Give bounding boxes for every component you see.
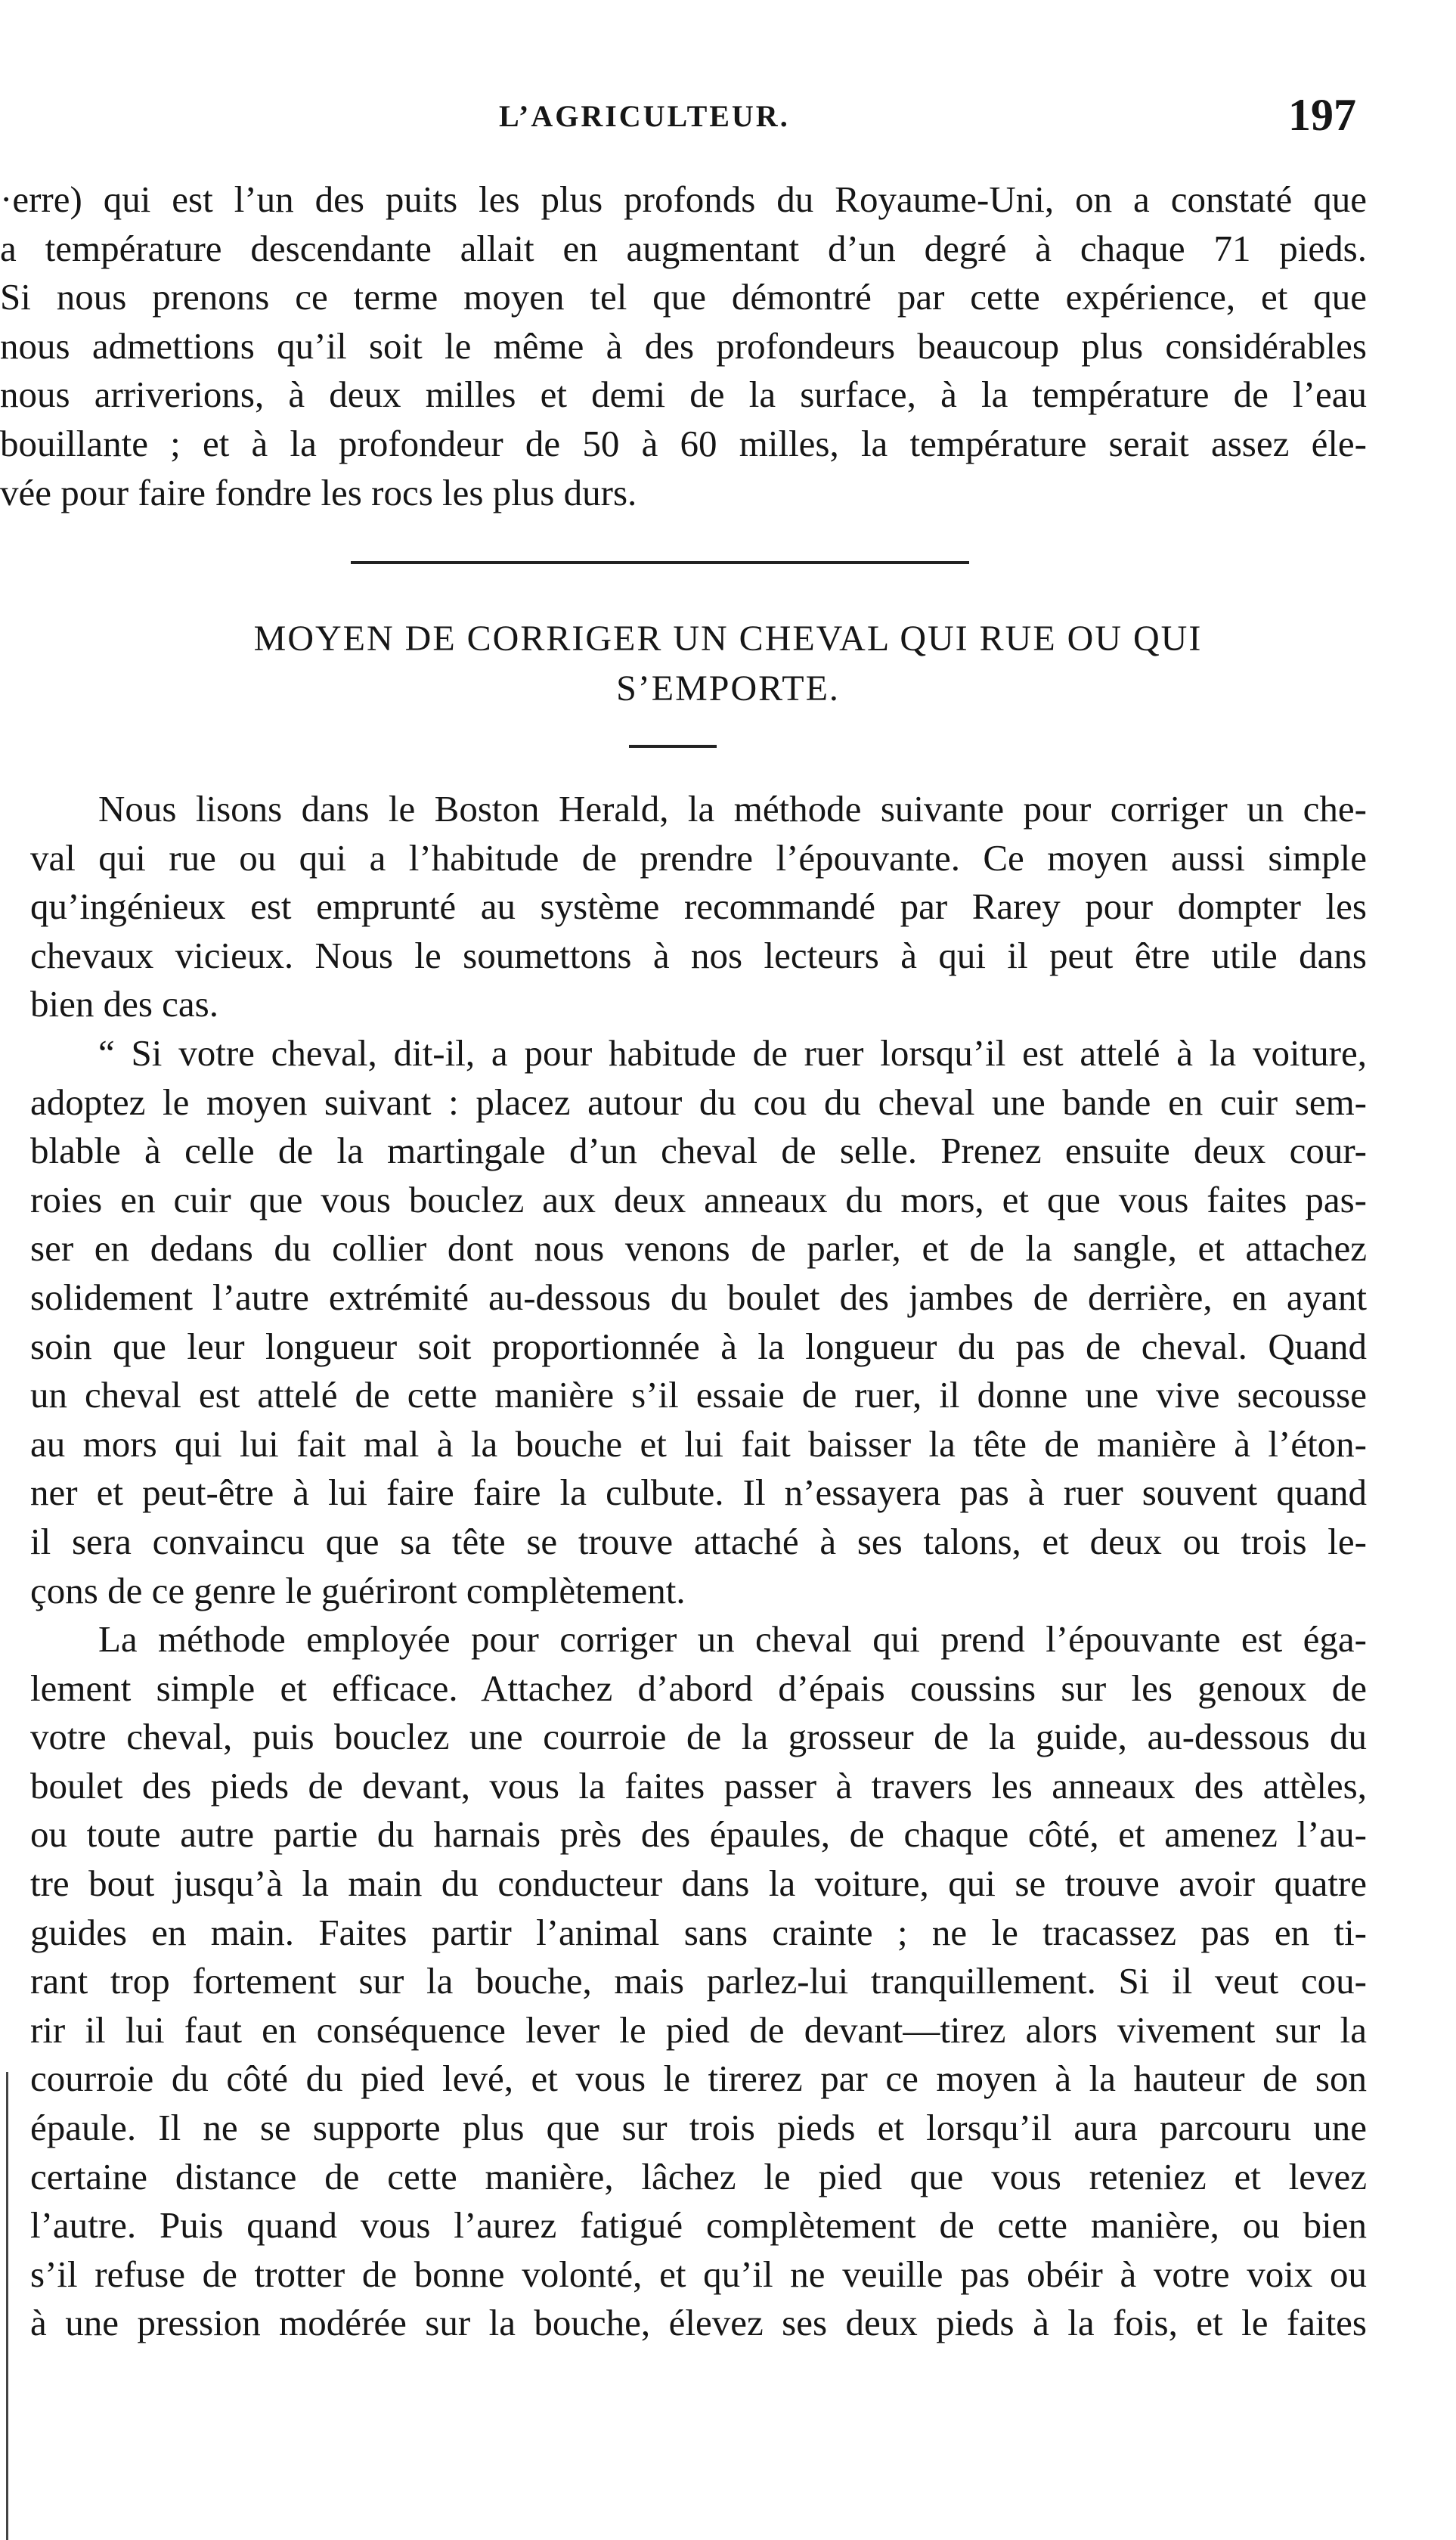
text-line: Si nous prenons ce terme moyen tel que démontré par cette expérience, et que [0,276,1367,318]
running-head [0,89,1456,157]
text-line: à une pression modérée sur la bouche, élevez ses deux pieds à la fois, et le faites [30,2302,1367,2344]
text-line: solidement l’autre extrémité au-dessous du boulet des jambes de derrière, en ayant [30,1276,1367,1318]
text-line: rant trop fortement sur la bouche, mais parlez-lui tranquillement. Si il veut cou- [30,1960,1367,2002]
text-line: ·erre) qui est l’un des puits les plus profonds du Royaume-Uni, on a constaté que [0,178,1367,220]
text-line: courroie du côté du pied levé, et vous le tirerez par ce moyen à la hauteur de son [30,2058,1367,2100]
text-line: chevaux vicieux. Nous le soumettons à nos lecteurs à qui il peut être utile dans [30,934,1367,976]
text-line: nous arriverions, à deux milles et demi de la surface, à la température de l’eau [0,374,1367,416]
text-line: certaine distance de cette manière, lâchez le pied que vous reteniez et levez [30,2155,1367,2197]
text-line: ner et peut-être à lui faire faire la culbute. Il n’essayera pas à ruer souvent quand [30,1472,1367,1514]
text-line: “ Si votre cheval, dit-il, a pour habitude de ruer lorsqu’il est attelé à la voiture, [98,1032,1367,1074]
page-edge-line [6,2072,8,2540]
text-line: tre bout jusqu’à la main du conducteur dans la voiture, qui se trouve avoir quatre [30,1862,1367,1904]
text-line: val qui rue ou qui a l’habitude de prendre l’épouvante. Ce moyen aussi simple [30,836,1367,879]
text-line: vée pour faire fondre les rocs les plus durs. [0,471,637,513]
text-line: a température descendante allait en augmentant d’un degré à chaque 71 pieds. [0,227,1367,269]
page-number: 197 [1288,90,1356,140]
intro-paragraph [0,175,1367,517]
text-line: un cheval est attelé de cette manière s’il essaie de ruer, il donne une vive secousse [30,1374,1367,1416]
text-line: lement simple et efficace. Attachez d’abord d’épais coussins sur les genoux de [30,1667,1367,1709]
text-line: roies en cuir que vous bouclez aux deux anneaux du mors, et que vous faites pas- [30,1178,1367,1220]
text-line: au mors qui lui fait mal à la bouche et lui fait baisser la tête de manière à l’éton- [30,1422,1367,1465]
text-line: s’il refuse de trotter de bonne volonté, et qu’il ne veuille pas obéir à votre voix ou [30,2253,1367,2295]
text-line: ou toute autre partie du harnais près des épaules, de chaque côté, et amenez l’au- [30,1813,1367,1856]
text-line: rir il lui faut en conséquence lever le pied de devant—tirez alors vivement sur la [30,2008,1367,2051]
title-underline [629,745,717,748]
text-line: bouillante ; et à la profondeur de 50 à 60 milles, la température serait assez éle- [0,422,1367,464]
text-line: çons de ce genre le guériront complètement. [30,1569,686,1611]
text-line: épaule. Il ne se supporte plus que sur trois pieds et lorsqu’il aura parcouru une [30,2106,1367,2148]
text-line: blable à celle de la martingale d’un cheval de selle. Prenez ensuite deux cour- [30,1130,1367,1172]
section-divider [351,561,969,564]
text-line: il sera convaincu que sa tête se trouve attaché à ses talons, et deux ou trois le- [30,1520,1367,1562]
text-line: ser en dedans du collier dont nous venons de parler, et de la sangle, et attachez [30,1227,1367,1270]
paragraph-3 [0,1615,1367,2348]
text-line: La méthode employée pour corriger un cheval qui prend l’épouvante est éga- [98,1618,1367,1660]
text-line: l’autre. Puis quand vous l’aurez fatigué complètement de cette manière, ou bien [30,2204,1367,2247]
text-line: nous admettions qu’il soit le même à des profondeurs beaucoup plus considérables [0,324,1367,367]
text-line: guides en main. Faites partir l’animal sans crainte ; ne le tracassez pas en ti- [30,1911,1367,1953]
text-line: bien des cas. [30,983,218,1025]
text-line: soin que leur longueur soit proportionnée à la longueur du pas de cheval. Quand [30,1325,1367,1367]
text-line: qu’ingénieux est emprunté au système recommandé par Rarey pour dompter les [30,885,1367,928]
section-title [0,614,1456,714]
text-line: adoptez le moyen suivant : placez autour du cou du cheval une bande en cuir sem- [30,1081,1367,1123]
paragraph-1 [0,785,1367,1029]
text-line: votre cheval, puis bouclez une courroie de la grosseur de la guide, au-dessous du [30,1716,1367,1758]
running-title: L’AGRICULTEUR. [499,99,790,133]
paragraph-2 [0,1029,1367,1615]
text-line: Nous lisons dans le Boston Herald, la méthode suivante pour corriger un che- [98,788,1367,830]
section-title-line: S’EMPORTE. [616,668,840,709]
text-line: boulet des pieds de devant, vous la faites passer à travers les anneaux des attèles, [30,1764,1367,1807]
section-title-line: MOYEN DE CORRIGER UN CHEVAL QUI RUE OU QUI [253,619,1203,659]
